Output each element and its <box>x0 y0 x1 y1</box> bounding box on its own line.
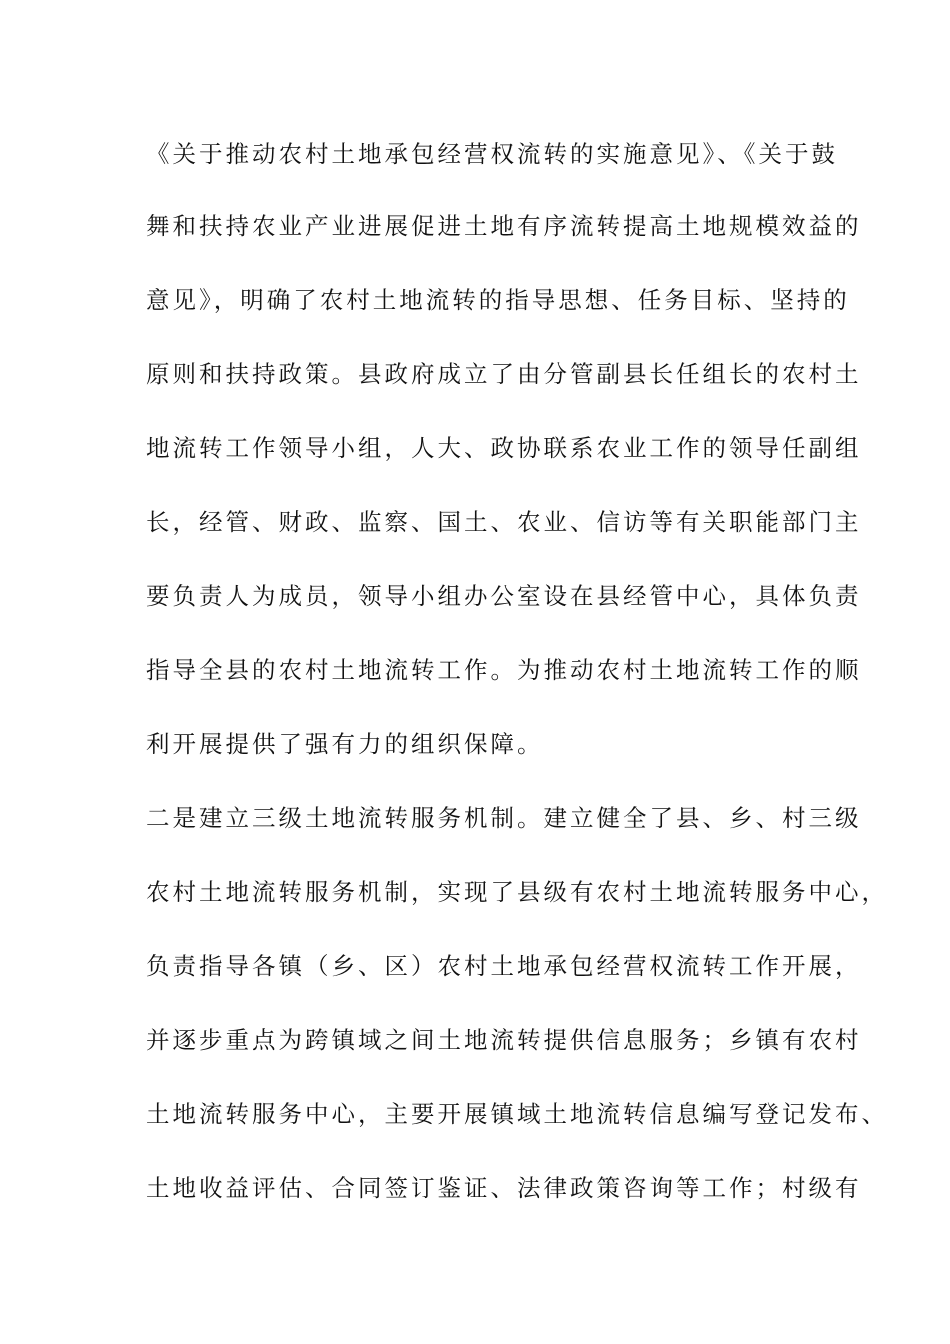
text-line: 意见》，明确了农村土地流转的指导思想、任务目标、坚持的 <box>146 286 850 314</box>
text-line: 长，经管、财政、监察、国土、农业、信访等有关职能部门主 <box>146 508 862 536</box>
text-line: 利开展提供了强有力的组织保障。 <box>146 730 544 758</box>
text-line: 指导全县的农村土地流转工作。为推动农村土地流转工作的顺 <box>146 656 862 684</box>
text-line: 负责指导各镇（乡、区）农村土地承包经营权流转工作开展， <box>146 952 862 980</box>
text-line: 并逐步重点为跨镇域之间土地流转提供信息服务；乡镇有农村 <box>146 1026 862 1054</box>
text-line: 《关于推动农村土地承包经营权流转的实施意见》、《关于鼓 <box>146 140 838 168</box>
text-line: 舞和扶持农业产业进展促进土地有序流转提高土地规模效益的 <box>146 212 862 240</box>
text-line: 要负责人为成员，领导小组办公室设在县经管中心，具体负责 <box>146 582 862 610</box>
text-line: 农村土地流转服务机制，实现了县级有农村土地流转服务中心， <box>146 878 888 906</box>
text-line: 地流转工作领导小组，人大、政协联系农业工作的领导任副组 <box>146 434 862 462</box>
text-line: 原则和扶持政策。县政府成立了由分管副县长任组长的农村土 <box>146 360 862 388</box>
text-line: 土地流转服务中心，主要开展镇域土地流转信息编写登记发布、 <box>146 1100 888 1128</box>
text-line: 二是建立三级土地流转服务机制。建立健全了县、乡、村三级 <box>146 804 862 832</box>
text-line: 土地收益评估、合同签订鉴证、法律政策咨询等工作；村级有 <box>146 1174 862 1202</box>
